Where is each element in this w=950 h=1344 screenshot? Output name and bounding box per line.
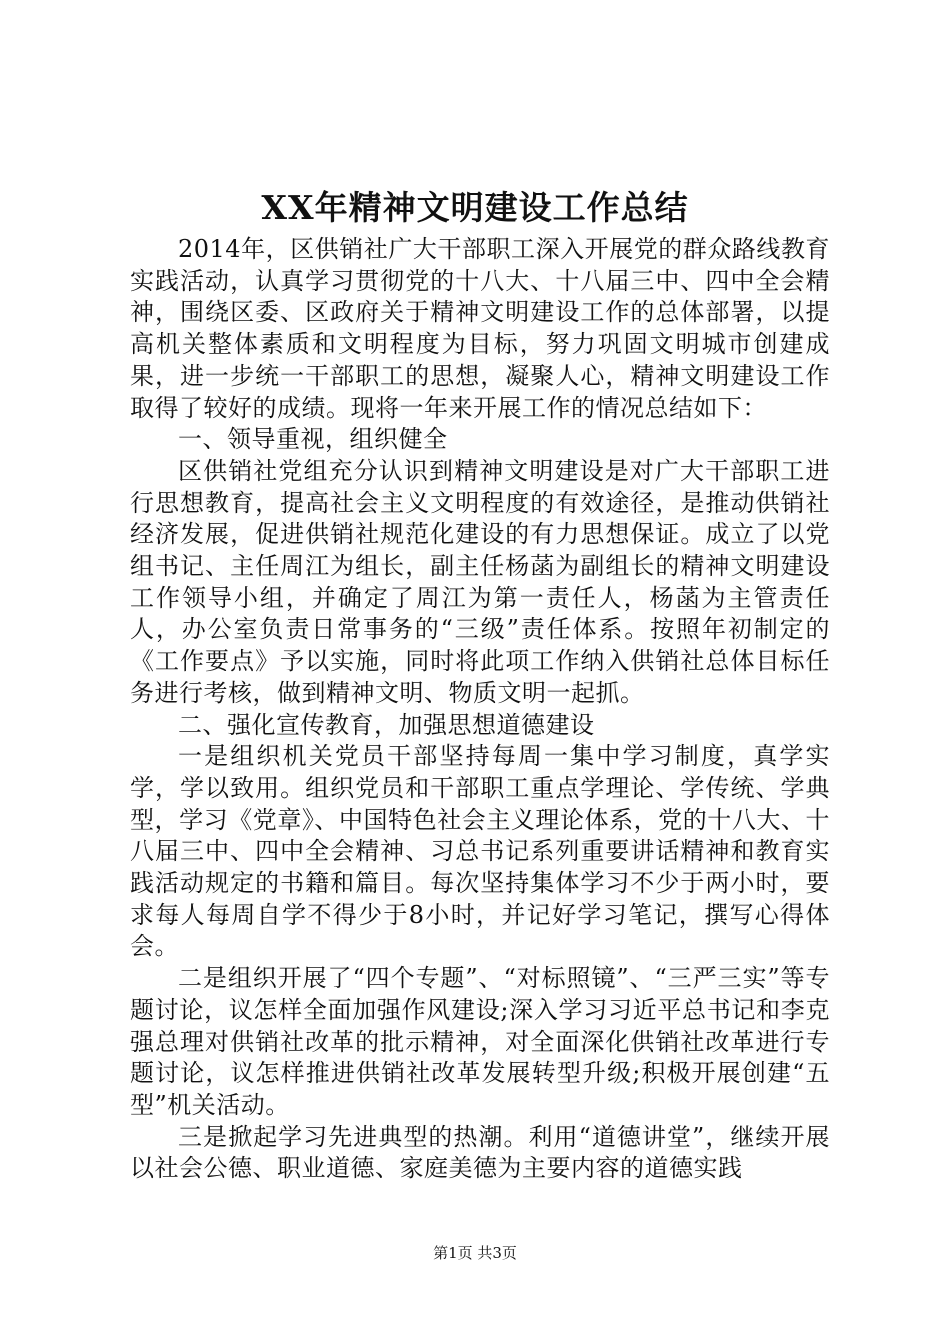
document-body [130,234,830,1185]
paragraph-item-1: 一是组织机关党员干部坚持每周一集中学习制度，真学实学，学以致用。组织党员和干部职工重点学理论、学传统、学典型，学习《党章》、中国特色社会主义理论体系，党的十八大、十八届三中、四中全会精神、习总书记系列重要讲话精神和教育实践活动规定的书籍和篇目。每次坚持集体学习不少于两小时，要求每人每周自学不得少于8小时，并记好学习笔记，撰写心得体会。 [130,742,830,961]
paragraph-intro: 2014年，区供销社广大干部职工深入开展党的群众路线教育实践活动，认真学习贯彻党的十八大、十八届三中、四中全会精神，围绕区委、区政府关于精神文明建设工作的总体部署，以提高机关整体素质和文明程度为目标，努力巩固文明城市创建成果，进一步统一干部职工的思想，凝聚人心，精神文明建设工作取得了较好的成绩。现将一年来开展工作的情况总结如下： [130,235,830,422]
paragraph-item-2: 二是组织开展了“四个专题”、“对标照镜”、“三严三实”等专题讨论，议怎样全面加强作风建设;深入学习习近平总书记和李克强总理对供销社改革的批示精神，对全面深化供销社改革进行专题讨论，议怎样推进供销社改革发展转型升级;积极开展创建“五型”机关活动。 [130,964,830,1119]
document-title: XX年精神文明建设工作总结 [261,188,689,227]
page-number-footer: 第1页 共3页 [433,1244,517,1262]
section-heading-1: 一、领导重视，组织健全 [178,425,448,454]
paragraph-section-1: 区供销社党组充分认识到精神文明建设是对广大干部职工进行思想教育，提高社会主义文明程度的有效途径，是推动供销社经济发展，促进供销社规范化建设的有力思想保证。成立了以党组书记、主任周江为组长，副主任杨菡为副组长的精神文明建设工作领导小组，并确定了周江为第一责任人，杨菡为主管责任人，办公室负责日常事务的“三级”责任体系。按照年初制定的《工作要点》予以实施，同时将此项工作纳入供销社总体目标任务进行考核，做到精神文明、物质文明一起抓。 [130,456,830,707]
section-heading-2: 二、强化宣传教育，加强思想道德建设 [178,710,595,739]
paragraph-item-3: 三是掀起学习先进典型的热潮。利用“道德讲堂”，继续开展以社会公德、职业道德、家庭美德为主要内容的道德实践 [130,1122,830,1183]
